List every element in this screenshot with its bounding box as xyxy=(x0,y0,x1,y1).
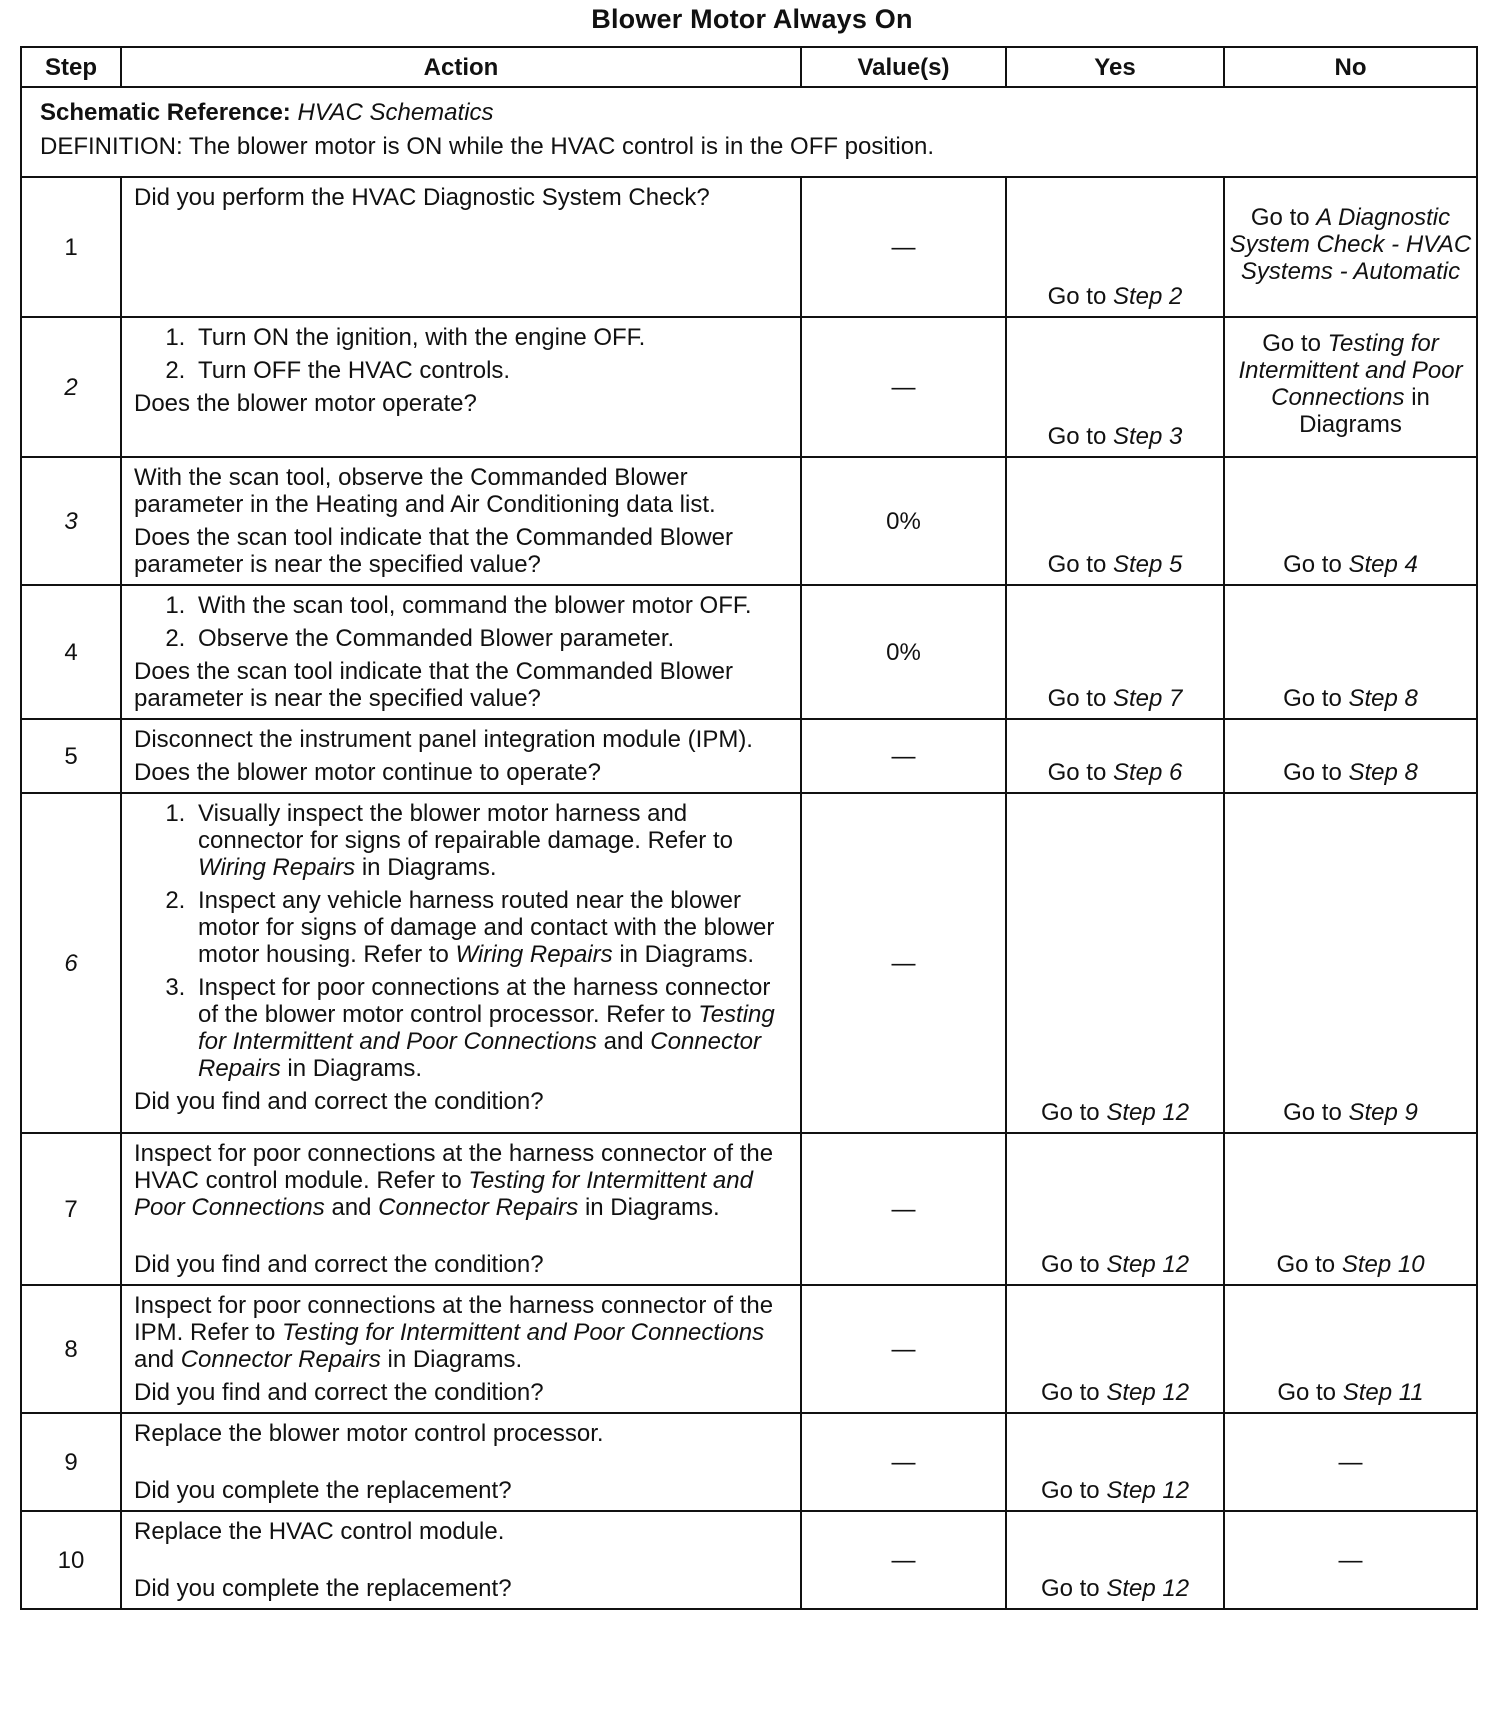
table-row xyxy=(21,177,1477,317)
action-question: Does the scan tool indicate that the Commanded Blower parameter is near the specified value? xyxy=(134,658,734,712)
header-step: Step xyxy=(21,47,121,87)
action-intro: Inspect for poor connections at the harness connector of the HVAC control module. Refer to Testing for Intermittent and Poor Connections and Connector Repairs in Diagrams. xyxy=(134,1140,774,1221)
table-row xyxy=(21,1511,1477,1609)
table-row xyxy=(21,793,1477,1133)
no-cell: Go to Step 4 xyxy=(1224,457,1477,585)
table-row xyxy=(21,719,1477,793)
action-cell xyxy=(121,177,801,317)
action-item: 1. With the scan tool, command the blower motor OFF. xyxy=(192,592,788,619)
table-row xyxy=(21,317,1477,457)
yes-cell: Go to Step 12 xyxy=(1006,1285,1224,1413)
no-link[interactable]: Step 10 xyxy=(1341,1251,1425,1278)
no-link[interactable]: A Diagnostic System Check - HVAC Systems - Automatic xyxy=(1229,203,1472,285)
yes-link[interactable]: Step 12 xyxy=(1106,1379,1190,1406)
no-link[interactable]: Step 9 xyxy=(1348,1099,1418,1126)
no-link[interactable]: Testing for Intermittent and Poor Connections xyxy=(1238,330,1463,411)
definition-text: The blower motor is ON while the HVAC control is in the OFF position. xyxy=(188,133,935,160)
step-number: 7 xyxy=(21,1133,121,1285)
value-cell: — xyxy=(801,317,1006,457)
no-link[interactable]: Step 8 xyxy=(1348,759,1418,786)
no-cell: Go to Step 11 xyxy=(1224,1285,1477,1413)
step-number: 10 xyxy=(21,1511,121,1609)
value-cell: — xyxy=(801,1133,1006,1285)
no-cell: Go to Step 10 xyxy=(1224,1133,1477,1285)
schematic-row xyxy=(21,87,1477,177)
no-link[interactable]: Step 8 xyxy=(1348,685,1418,712)
table-row xyxy=(21,457,1477,585)
action-question: Did you complete the replacement? xyxy=(134,1575,512,1602)
action-item: 1. Visually inspect the blower motor harness and connector for signs of repairable damage. Refer to Wiring Repairs in Diagrams. xyxy=(192,800,788,881)
yes-cell: Go to Step 12 xyxy=(1006,793,1224,1133)
action-question: Did you find and correct the condition? xyxy=(134,1088,544,1115)
step-number: 4 xyxy=(21,585,121,719)
value-cell: 0% xyxy=(801,585,1006,719)
action-cell xyxy=(121,793,801,1133)
action-question: Did you complete the replacement? xyxy=(134,1477,512,1504)
value-cell: — xyxy=(801,177,1006,317)
action-cell xyxy=(121,1413,801,1511)
schematic-label: Schematic Reference: xyxy=(40,99,291,126)
table-row xyxy=(21,1133,1477,1285)
yes-cell: Go to Step 12 xyxy=(1006,1413,1224,1511)
action-cell xyxy=(121,457,801,585)
header-action: Action xyxy=(121,47,801,87)
value-cell: — xyxy=(801,1511,1006,1609)
yes-link[interactable]: Step 5 xyxy=(1112,551,1183,578)
value-cell: — xyxy=(801,793,1006,1133)
action-cell xyxy=(121,719,801,793)
step-number: 3 xyxy=(21,457,121,585)
action-question: Does the scan tool indicate that the Commanded Blower parameter is near the specified value? xyxy=(134,524,734,578)
step-number: 5 xyxy=(21,719,121,793)
action-item: 2. Inspect any vehicle harness routed near the blower motor for signs of damage and contact with the blower motor housing. Refer to Wiring Repairs in Diagrams. xyxy=(192,887,788,968)
yes-link[interactable]: Step 2 xyxy=(1112,283,1183,310)
step-number: 9 xyxy=(21,1413,121,1511)
schematic-ref: HVAC Schematics xyxy=(297,99,494,126)
yes-cell: Go to Step 12 xyxy=(1006,1133,1224,1285)
action-cell xyxy=(121,1285,801,1413)
table-row xyxy=(21,1413,1477,1511)
no-cell: Go to Testing for Intermittent and Poor Connections in Diagrams xyxy=(1224,317,1477,457)
action-intro: Disconnect the instrument panel integration module (IPM). xyxy=(134,726,753,753)
action-question: Does the blower motor operate? xyxy=(134,390,477,417)
diagnostic-table xyxy=(20,46,1478,1610)
header-yes: Yes xyxy=(1006,47,1224,87)
action-cell xyxy=(121,585,801,719)
action-item: 3. Inspect for poor connections at the harness connector of the blower motor control processor. Refer to Testing for Intermittent and Poor Connections and Connector Repairs in Diagrams. xyxy=(192,974,788,1082)
action-item: 2. Turn OFF the HVAC controls. xyxy=(192,357,788,384)
action-cell xyxy=(121,317,801,457)
action-question: Did you find and correct the condition? xyxy=(134,1251,544,1278)
yes-cell: Go to Step 6 xyxy=(1006,719,1224,793)
header-values: Value(s) xyxy=(801,47,1006,87)
no-link[interactable]: Step 4 xyxy=(1348,551,1418,578)
action-cell xyxy=(121,1511,801,1609)
yes-link[interactable]: Step 12 xyxy=(1106,1575,1190,1602)
no-cell: Go to Step 9 xyxy=(1224,793,1477,1133)
step-number: 6 xyxy=(21,793,121,1133)
yes-link[interactable]: Step 12 xyxy=(1106,1251,1190,1278)
value-cell: — xyxy=(801,719,1006,793)
step-number: 1 xyxy=(21,177,121,317)
yes-cell: Go to Step 7 xyxy=(1006,585,1224,719)
action-intro: Replace the HVAC control module. xyxy=(134,1518,505,1545)
value-cell: — xyxy=(801,1285,1006,1413)
no-cell: — xyxy=(1224,1413,1477,1511)
step-number: 8 xyxy=(21,1285,121,1413)
definition-label: DEFINITION: xyxy=(40,133,183,160)
no-cell: Go to Step 8 xyxy=(1224,719,1477,793)
header-no: No xyxy=(1224,47,1477,87)
action-item: 1. Turn ON the ignition, with the engine OFF. xyxy=(192,324,788,351)
yes-link[interactable]: Step 6 xyxy=(1112,759,1183,786)
yes-cell: Go to Step 2 xyxy=(1006,177,1224,317)
value-cell: 0% xyxy=(801,457,1006,585)
page-title: Blower Motor Always On xyxy=(591,4,913,34)
action-question: Does the blower motor continue to operate? xyxy=(134,759,601,786)
no-cell: Go to A Diagnostic System Check - HVAC Systems - Automatic xyxy=(1224,177,1477,317)
action-cell xyxy=(121,1133,801,1285)
action-question: Did you perform the HVAC Diagnostic System Check? xyxy=(134,184,710,211)
action-question: Did you find and correct the condition? xyxy=(134,1379,544,1406)
action-intro: Inspect for poor connections at the harness connector of the IPM. Refer to Testing for Intermittent and Poor Connections and Connector Repairs in Diagrams. xyxy=(134,1292,774,1373)
value-cell: — xyxy=(801,1413,1006,1511)
header-row xyxy=(21,47,1477,87)
yes-cell: Go to Step 12 xyxy=(1006,1511,1224,1609)
yes-link[interactable]: Step 7 xyxy=(1112,685,1183,712)
schematic-cell xyxy=(21,87,1477,177)
yes-cell: Go to Step 3 xyxy=(1006,317,1224,457)
yes-link[interactable]: Step 12 xyxy=(1106,1477,1190,1504)
step-number: 2 xyxy=(21,317,121,457)
table-row xyxy=(21,1285,1477,1413)
no-link[interactable]: Step 11 xyxy=(1342,1379,1424,1406)
action-item: 2. Observe the Commanded Blower parameter. xyxy=(192,625,788,652)
yes-link[interactable]: Step 3 xyxy=(1112,423,1183,450)
no-cell: — xyxy=(1224,1511,1477,1609)
yes-link[interactable]: Step 12 xyxy=(1106,1099,1190,1126)
action-intro: With the scan tool, observe the Commanded Blower parameter in the Heating and Air Conditioning data list. xyxy=(134,464,716,518)
action-intro: Replace the blower motor control processor. xyxy=(134,1420,604,1447)
yes-cell: Go to Step 5 xyxy=(1006,457,1224,585)
no-cell: Go to Step 8 xyxy=(1224,585,1477,719)
table-row xyxy=(21,585,1477,719)
